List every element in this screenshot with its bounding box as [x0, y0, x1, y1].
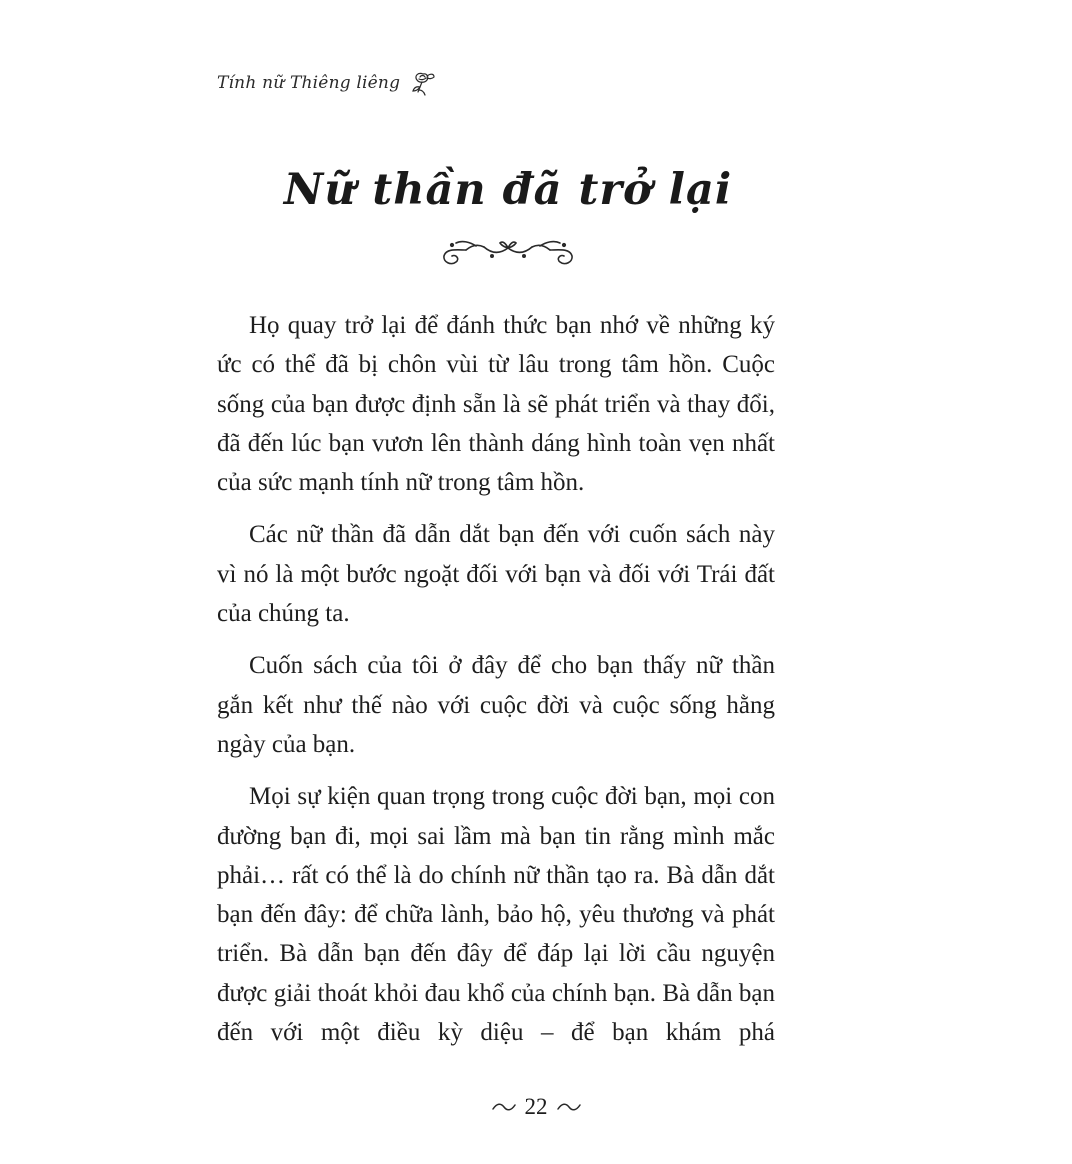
page-footer [0, 1094, 1072, 1120]
paragraph-4: Mọi sự kiện quan trọng trong cuộc đời bạn, mọi con đường bạn đi, mọi sai lầm mà bạn tin rằng mình mắc phải… rất có thể là do chính nữ thần tạo ra. Bà dẫn dắt bạn đến đây: để chữa lành, bảo hộ, yêu thương và phát triển. Bà dẫn bạn đến đây để đáp lại lời cầu nguyện được giải thoát khỏi đau khổ của chính bạn. Bà dẫn bạn đến với một điều kỳ diệu – để bạn khám phá [217, 783, 775, 1047]
paragraph-1: Họ quay trở lại để đánh thức bạn nhớ về những ký ức có thể đã bị chôn vùi từ lâu trong tâm hồn. Cuộc sống của bạn được định sẵn là sẽ phát triển và thay đổi, đã đến lúc bạn vươn lên thành dáng hình toàn vẹn nhất của sức mạnh tính nữ trong tâm hồn. [217, 312, 775, 497]
paragraph-2: Các nữ thần đã dẫn dắt bạn đến với cuốn sách này vì nó là một bước ngoặt đối với bạn và đối với Trái đất của chúng ta. [217, 521, 775, 628]
body-text [217, 306, 775, 1065]
rose-icon [408, 68, 438, 98]
page-number: 22 [524, 1094, 548, 1119]
running-title: Tính nữ Thiêng liêng [217, 73, 401, 93]
paragraph-3: Cuốn sách của tôi ở đây để cho bạn thấy nữ thần gắn kết như thế nào với cuộc đời và cuộc sống hằng ngày của bạn. [217, 652, 775, 758]
tilde-swash-icon [556, 1101, 582, 1113]
flourish-divider-icon [436, 234, 580, 270]
chapter-title: Nữ thần đã trở lại [283, 165, 733, 215]
tilde-swash-icon [491, 1101, 517, 1113]
running-header [217, 66, 438, 100]
